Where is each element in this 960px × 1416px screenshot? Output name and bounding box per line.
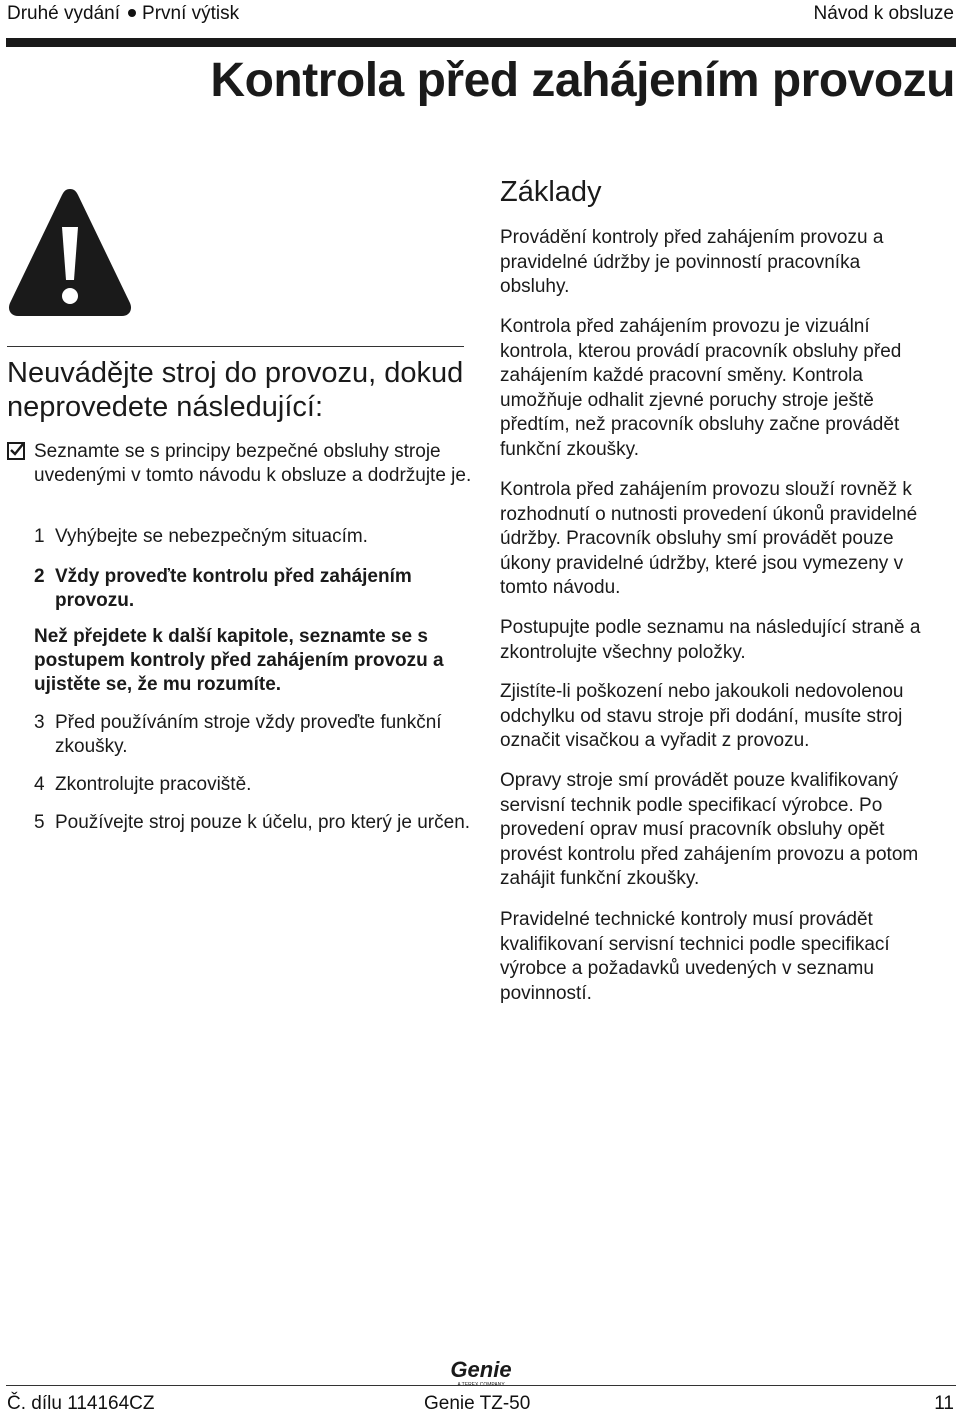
header-edition [7,3,239,25]
paragraph: Zjistíte-li poškození nebo jakoukoli nedovolenou odchylku od stavu stroje při dodání, musíte stroj označit visačkou a vyřadit z provozu. [500,681,904,751]
step-number: 5 [34,812,45,833]
section-divider [7,346,464,347]
header-edition-label: Druhé vydání [7,3,121,24]
step-text: Zkontrolujte pracoviště. [55,774,252,795]
step-item [7,811,475,835]
header-manual-type: Návod k obsluze [813,3,954,24]
header-printing-label: První výtisk [142,3,240,24]
step-number: 2 [34,566,45,587]
paragraph: Kontrola před zahájením provozu slouží rovněž k rozhodnutí o nutnosti provedení úkonů pravidelné údržby. Pracovník obsluhy smí provádět pouze úkony pravidelné údržby, které jsou vymezeny v tomto návodu. [500,479,918,598]
step-item [7,565,485,613]
step-number: 1 [34,526,45,547]
footer-part-number: Č. dílu 114164CZ [7,1393,155,1414]
warning-triangle-icon [7,185,133,318]
paragraph: Kontrola před zahájením provozu je vizuální kontrola, kterou provádí pracovník obsluhy před zahájením každé pracovní směny. Kontrola umožňuje odhalit zjevné poruchy stroje ještě předtím, než pracovník obsluhy začne provádět funkční zkoušky. [500,316,902,460]
step-item [7,711,475,759]
page-number: 11 [934,1393,954,1414]
step-text: Používejte stroj pouze k účelu, pro který je určen. [55,812,471,833]
paragraph: Provádění kontroly před zahájením provozu a pravidelné údržby je povinností pracovníka obsluhy. [500,227,884,297]
page-title: Kontrola před zahájením provozu [210,54,955,107]
step-text: Před používáním stroje vždy proveďte funkční zkoušky. [55,712,442,757]
section-heading: Základy [500,176,602,208]
paragraph: Opravy stroje smí provádět pouze kvalifikovaný servisní technik podle specifikací výrobce. Po provedení oprav musí pracovník obsluhy opět provést kontrolu před zahájením provozu a potom zahájit funkční zkoušky. [500,770,919,889]
checklist-item [7,440,484,488]
warning-heading: Neuvádějte stroj do provozu, dokud neprovedete následující: [7,357,464,423]
step-number: 4 [34,774,45,795]
genie-logo [443,1358,519,1388]
paragraph: Pravidelné technické kontroly musí provádět kvalifikovaní servisní technici podle specifikací výrobce a požadavků uvedených v seznamu povinností. [500,909,890,1004]
step-item [7,525,505,549]
bullet-icon [128,9,136,17]
paragraph: Postupujte podle seznamu na následující straně a zkontrolujte všechny položky. [500,617,921,663]
header-rule [6,38,956,47]
step-text: Vždy proveďte kontrolu před zahájením provozu. [55,566,412,611]
step-item [7,773,505,797]
checkbox-checked-icon [7,442,25,460]
svg-text:Genie: Genie [450,1358,512,1382]
footer-model: Genie TZ-50 [424,1393,531,1414]
step-text: Vyhýbejte se nebezpečným situacím. [55,526,368,547]
prerequisite-note: Než přejdete k další kapitole, seznamte se s postupem kontroly před zahájením provozu a ujistěte se, že mu rozumíte. [34,626,444,695]
checklist-item-text: Seznamte se s principy bezpečné obsluhy stroje uvedenými v tomto návodu k obsluze a dodržujte je. [34,441,472,486]
footer-rule [6,1385,956,1386]
step-number: 3 [34,712,45,733]
